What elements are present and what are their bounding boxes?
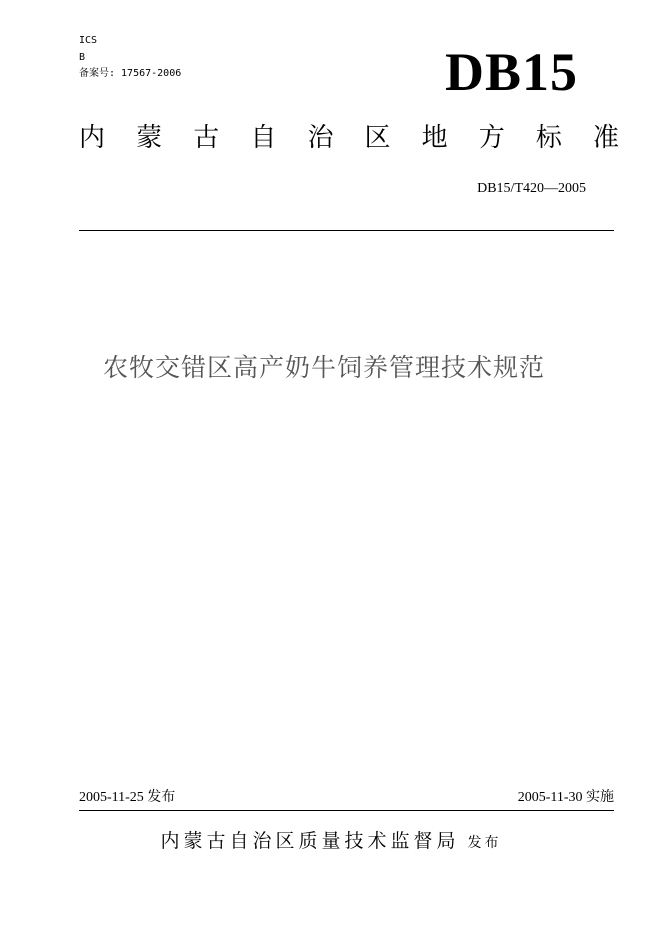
standard-type-char: 地 (421, 123, 448, 153)
standard-type-char: 内 (79, 123, 106, 153)
standard-type-char: 蒙 (136, 123, 163, 153)
document-title: 农牧交错区高产奶牛饲养管理技术规范 (102, 353, 545, 382)
standard-type-char: 自 (250, 123, 277, 153)
issuer-suffix: 发布 (467, 835, 502, 851)
standard-type-char: 治 (307, 123, 334, 153)
classification-code: B (79, 52, 86, 63)
issue-date: 2005-11-25 发布 (79, 790, 176, 805)
implementation-date: 2005-11-30 实施 (517, 790, 614, 805)
standard-type-heading (79, 120, 619, 156)
standard-code-logo: DB15 (444, 42, 578, 102)
standard-number: DB15/T420—2005 (477, 181, 586, 196)
standard-type-char: 标 (535, 123, 562, 153)
record-number: 备案号: 17567-2006 (79, 68, 182, 79)
issuing-authority: 内蒙古自治区质量技术监督局 (160, 830, 460, 852)
issuer-line (0, 826, 662, 858)
standard-type-char: 方 (478, 123, 505, 153)
ics-label: ICS (79, 35, 98, 46)
header-divider (79, 230, 614, 231)
standard-type-char: 区 (364, 123, 391, 153)
standard-type-char: 准 (592, 123, 619, 153)
footer-divider (79, 810, 614, 811)
standard-type-char: 古 (193, 123, 220, 153)
